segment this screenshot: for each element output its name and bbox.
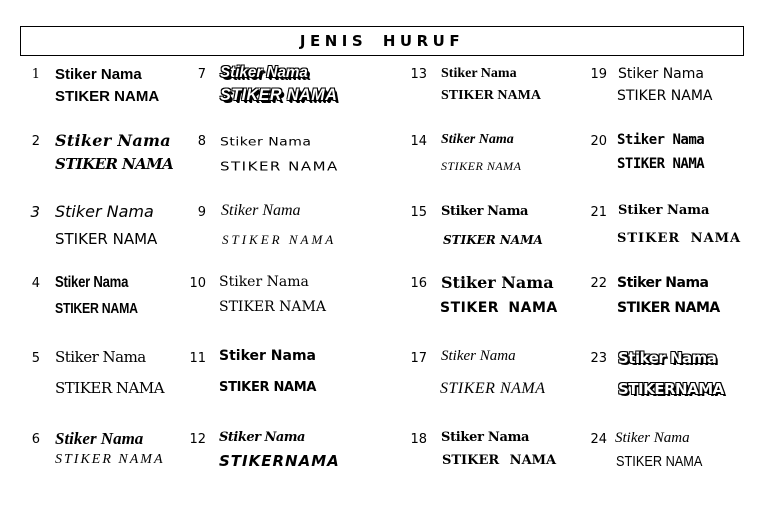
font-number: 4 [31, 276, 40, 291]
font-number: 10 [189, 276, 206, 291]
font-number: 3 [30, 203, 40, 221]
font-number: 24 [590, 432, 607, 447]
title-box [20, 26, 744, 56]
font-sample-mixed: Stiker Nama [618, 203, 710, 218]
font-sample-upper: STIKER NAMA [617, 300, 720, 316]
font-sample-upper: STIKER NAMA [617, 88, 713, 104]
font-sample-mixed: Stiker Nama [615, 430, 690, 446]
font-number: 2 [31, 134, 40, 149]
font-number: 11 [189, 351, 206, 366]
font-sample-mixed: Stiker Nama [219, 348, 316, 364]
font-sample-upper: STIKER NAMA [55, 88, 160, 105]
font-number: 1 [31, 67, 40, 82]
font-sample-mixed: Stiker Nama [220, 135, 312, 149]
font-sample-upper: STIKER NAMA [441, 88, 541, 103]
font-sample-upper: STIKER NAMA [55, 379, 165, 397]
font-sample-upper: STIKER NAMA [219, 380, 317, 395]
font-number: 21 [590, 205, 607, 220]
font-sample-upper: STIKER NAMA [220, 158, 339, 174]
page-title: JENIS HURUF [299, 32, 465, 50]
font-sample-upper: STIKER NAMA [55, 300, 138, 317]
font-number: 23 [590, 351, 607, 366]
font-sample-upper: STIKER NAMA [55, 452, 165, 467]
font-sample-mixed: Stiker Nama [220, 64, 308, 81]
font-sample-upper: STIKER NAMA [55, 230, 158, 248]
font-number: 22 [590, 276, 607, 291]
font-sample-upper: STIKER NAMA [616, 453, 703, 470]
font-number: 5 [31, 351, 40, 366]
font-sample-mixed: Stiker Nama [219, 274, 309, 290]
font-sample-upper: STIKER NAMA [617, 156, 705, 172]
font-sample-upper: STIKER NAMA [442, 453, 557, 468]
font-number: 17 [410, 351, 427, 366]
font-number: 9 [197, 205, 206, 220]
font-sample-mixed: Stiker Nama [441, 273, 554, 292]
font-number: 16 [410, 276, 427, 291]
font-sample-upper: STIKER NAMA [440, 300, 558, 316]
font-number: 18 [410, 432, 427, 447]
font-sample-upper: STIKERNAMA [618, 380, 724, 398]
font-number: 7 [197, 67, 206, 82]
font-number: 20 [590, 134, 607, 149]
font-sample-mixed: Stiker Nama [219, 430, 305, 445]
font-sample-mixed: Stiker Nama [441, 348, 516, 364]
font-sample-upper: STIKER NAMA [219, 299, 326, 315]
font-number: 13 [410, 67, 427, 82]
font-sample-upper: STIKER NAMA [440, 380, 546, 397]
font-number: 8 [197, 134, 206, 149]
font-sample-mixed: Stiker Nama [55, 202, 154, 221]
font-sample-mixed: Stiker Nama [55, 131, 171, 150]
font-sample-mixed: Stiker Nama [441, 204, 529, 219]
font-sample-mixed: Stiker Nama [55, 348, 146, 366]
font-sample-upper: STIKER NAMA [222, 232, 337, 247]
font-sample-mixed: Stiker Nama [441, 430, 530, 445]
font-number: 15 [410, 205, 427, 220]
font-sample-upper: STIKER NAMA [617, 231, 742, 246]
font-number: 6 [31, 432, 40, 447]
font-sample-mixed: Stiker Nama [618, 66, 704, 82]
font-sample-upper: STIKER NAMA [441, 159, 522, 173]
font-sample-mixed: Stiker Nama [617, 132, 705, 148]
font-sample-mixed: Stiker Nama [441, 132, 514, 147]
font-sample-upper: STIKER NAMA [55, 155, 174, 173]
font-sample-mixed: Stiker Nama [55, 274, 129, 291]
font-number: 19 [590, 67, 607, 82]
font-sample-mixed: Stiker Nama [55, 429, 144, 448]
font-number: 14 [410, 134, 427, 149]
font-sample-mixed: Stiker Nama [441, 66, 517, 81]
font-sample-upper: STIKER NAMA [443, 233, 543, 247]
font-number: 12 [189, 432, 206, 447]
font-sample-mixed: Stiker Nama [221, 202, 301, 219]
font-sample-mixed: Stiker Nama [617, 275, 709, 291]
font-sample-mixed: Stiker Nama [618, 349, 717, 367]
font-sample-upper: STIKER NAMA [220, 85, 338, 104]
font-sample-mixed: Stiker Nama [55, 66, 142, 83]
font-sample-upper: STIKERNAMA [219, 452, 340, 470]
